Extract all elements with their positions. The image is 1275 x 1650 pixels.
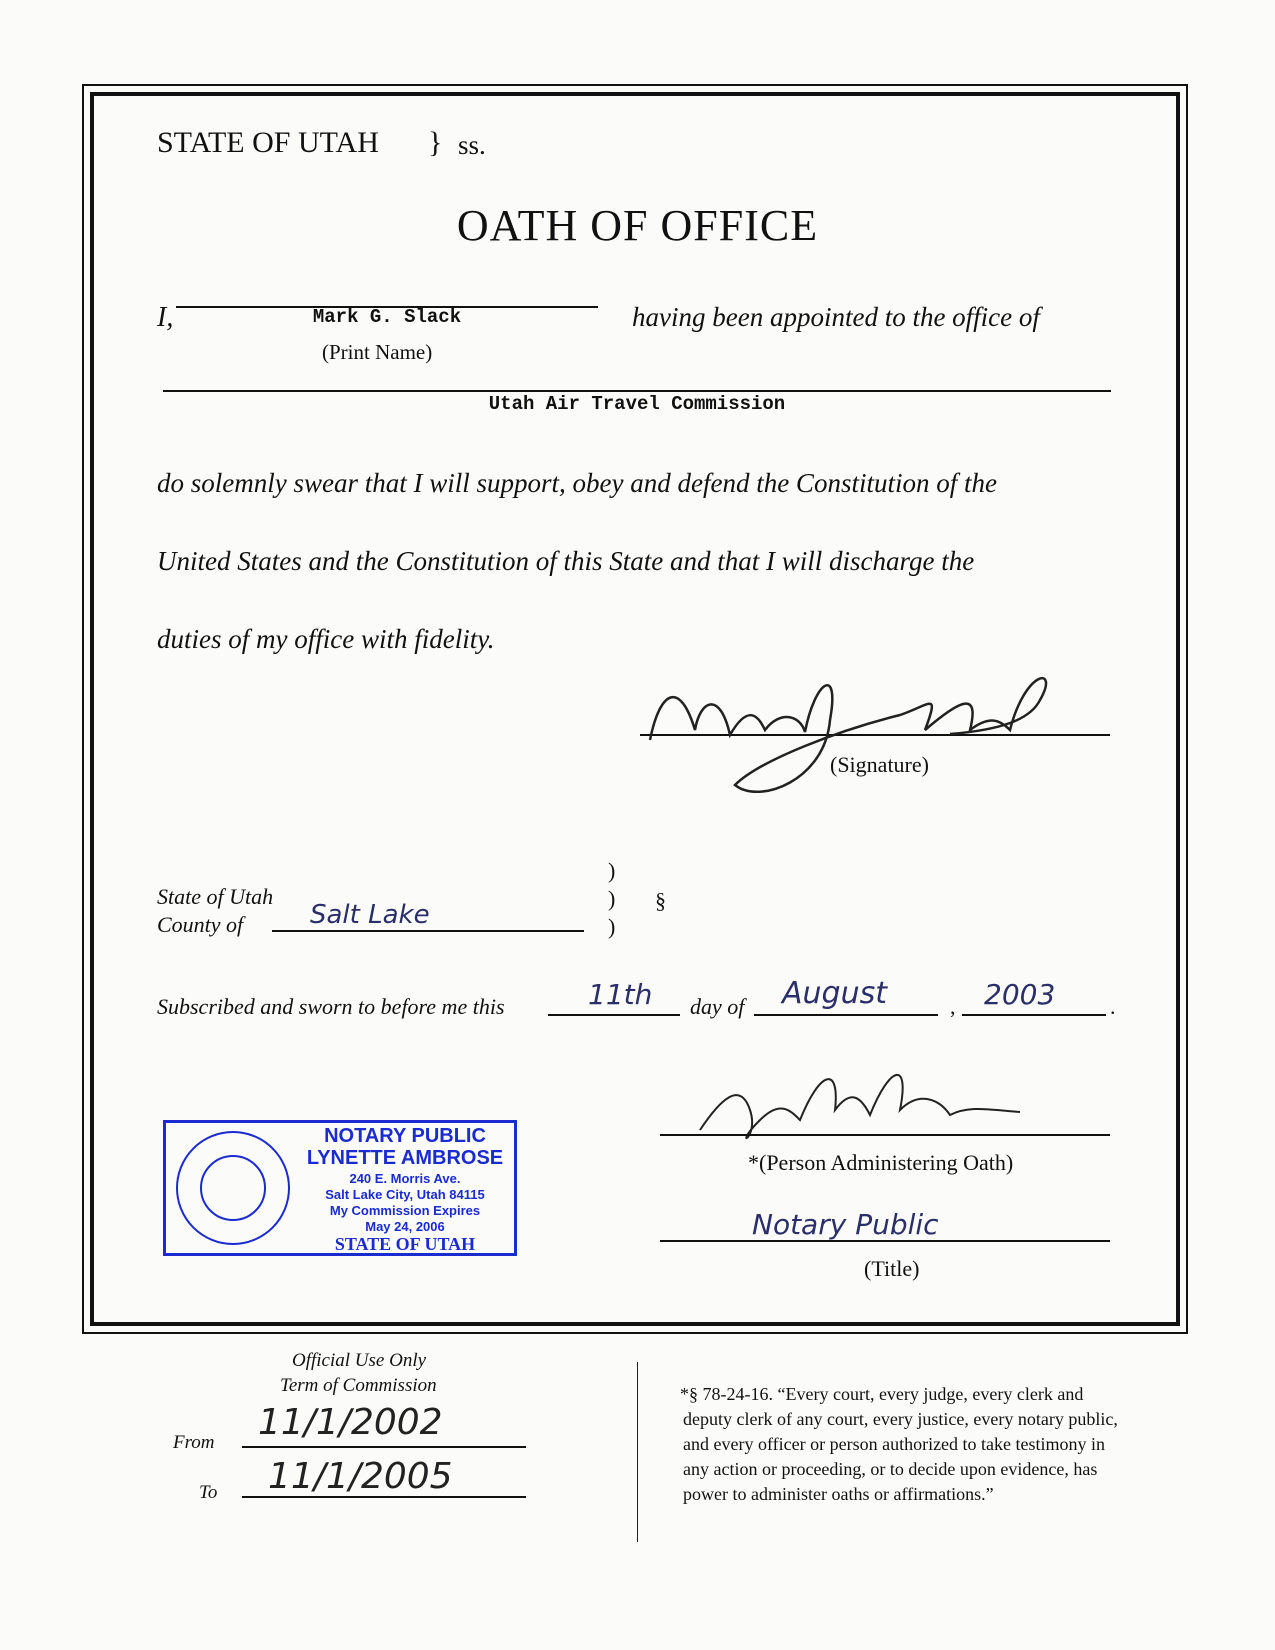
signature-image [640, 660, 1060, 810]
ss-abbrev: ss. [458, 130, 486, 160]
section-symbol: § [655, 888, 666, 913]
oath-i: I, [157, 302, 174, 333]
notary-signature-image [690, 1060, 1070, 1150]
to-label: To [199, 1482, 218, 1503]
month-value: August [782, 976, 887, 1011]
oath-line-1: do solemnly swear that I will support, obey and defend the Constitution of the [157, 468, 997, 498]
print-name-caption: (Print Name) [322, 340, 433, 364]
sworn-prefix: Subscribed and sworn to before me this [157, 994, 505, 1019]
venue-paren-2: ) [608, 886, 616, 911]
stamp-line-3: 240 E. Morris Ave. [349, 1171, 461, 1186]
stamp-line-5: My Commission Expires [329, 1203, 481, 1218]
county-value: Salt Lake [310, 900, 430, 930]
sworn-period: . [1110, 994, 1116, 1019]
to-value: 11/1/2005 [268, 1456, 453, 1497]
venue-paren-3: ) [608, 914, 616, 939]
administering-line [660, 1134, 1110, 1136]
oath-line-2: United States and the Constitution of this State and that I will discharge the [157, 546, 975, 576]
venue-state-label: State of Utah [157, 884, 274, 909]
venue-county-label: County of [157, 912, 244, 937]
year-value: 2003 [984, 978, 1056, 1011]
from-line [242, 1446, 526, 1448]
title-value: Notary Public [752, 1208, 939, 1241]
oath-line-3: duties of my office with fidelity. [157, 624, 495, 654]
day-line [548, 1014, 680, 1016]
term-heading: Term of Commission [280, 1375, 437, 1396]
administering-caption: *(Person Administering Oath) [748, 1150, 1014, 1175]
stamp-line-6: May 24, 2006 [365, 1219, 445, 1234]
footnote-line-4: any action or proceeding, or to decide upon evidence, has [683, 1459, 1098, 1479]
header-brace: } [428, 126, 443, 159]
stamp-line-2: LYNETTE AMBROSE [306, 1147, 504, 1169]
county-line [272, 930, 584, 932]
seal-center-icon [200, 1155, 266, 1221]
office-name: Utah Air Travel Commission [488, 393, 786, 415]
state-seal [176, 1131, 290, 1245]
venue-paren-1: ) [608, 858, 616, 883]
office-line [163, 390, 1111, 392]
footnote-line-5: power to administer oaths or affirmations.” [683, 1484, 994, 1504]
printed-name: Mark G. Slack [312, 306, 462, 328]
appointed-text: having been appointed to the office of [632, 302, 1040, 332]
signature-caption: (Signature) [830, 752, 929, 777]
from-value: 11/1/2002 [258, 1402, 443, 1443]
footer-divider [637, 1362, 638, 1542]
sworn-comma: , [950, 994, 956, 1019]
title-caption: (Title) [864, 1256, 920, 1281]
month-line [754, 1014, 938, 1016]
state-header: STATE OF UTAH [157, 126, 379, 159]
stamp-line-7: STATE OF UTAH [334, 1234, 476, 1254]
footnote-line-1: *§ 78-24-16. “Every court, every judge, every clerk and [680, 1384, 1084, 1404]
stamp-line-4: Salt Lake City, Utah 84115 [325, 1187, 485, 1202]
official-heading: Official Use Only [292, 1350, 427, 1371]
from-label: From [173, 1432, 215, 1453]
footnote-line-3: and every officer or person authorized to take testimony in [683, 1434, 1106, 1454]
day-value: 11th [588, 978, 653, 1011]
notary-stamp [163, 1120, 517, 1256]
stamp-line-1: NOTARY PUBLIC [324, 1125, 486, 1147]
document-title: OATH OF OFFICE [456, 201, 819, 250]
footnote-line-2: deputy clerk of any court, every justice, every notary public, [683, 1409, 1118, 1429]
day-of-label: day of [690, 994, 745, 1019]
year-line [962, 1014, 1106, 1016]
